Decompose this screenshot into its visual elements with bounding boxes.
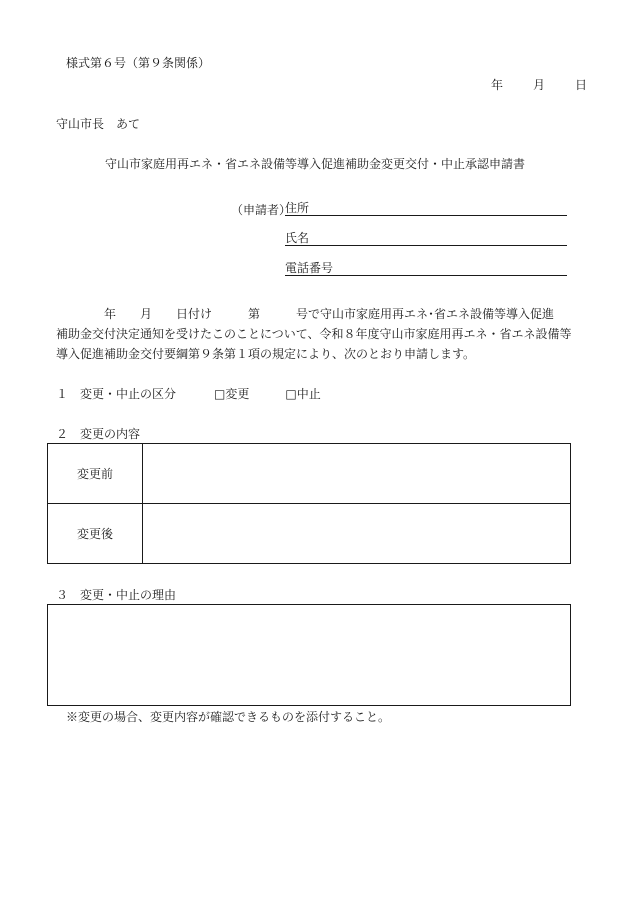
body-line-1: 年 月 日付け 第 号で守山市家庭用再エネ･省エネ設備等導入促進: [56, 307, 555, 321]
change-content-table: [47, 443, 571, 564]
before-change-label: 変更前: [48, 444, 143, 504]
phone-field[interactable]: [285, 262, 567, 276]
section-change-type: [56, 388, 321, 400]
after-change-field[interactable]: [143, 504, 571, 564]
checkbox-cancel[interactable]: □中止: [285, 387, 321, 401]
date-day-label: 日: [575, 78, 588, 92]
name-field[interactable]: [285, 232, 567, 246]
phone-label: 電話番号: [285, 261, 334, 275]
after-change-label: 変更後: [48, 504, 143, 564]
application-body-text: [56, 304, 580, 364]
section-2-label: ２ 変更の内容: [56, 427, 141, 441]
section-3-label: ３ 変更・中止の理由: [56, 588, 177, 602]
reason-field[interactable]: [47, 604, 571, 706]
address-label: 住所: [285, 201, 310, 215]
body-line-2: 補助金交付決定通知を受けたこのことについて、令和８年度守山市家庭用再エネ・省エネ設備等: [56, 327, 572, 341]
name-label: 氏名: [285, 231, 310, 245]
addressee: 守山市長 あて: [56, 117, 141, 131]
address-field[interactable]: [285, 202, 567, 216]
applicant-label: （申請者）: [231, 203, 292, 217]
date-month-label: 月: [533, 78, 546, 92]
date-line: [491, 79, 587, 91]
body-line-3: 導入促進補助金交付要綱第９条第１項の規定により、次のとおり申請します。: [56, 347, 476, 361]
date-year-label: 年: [491, 78, 504, 92]
form-number: 様式第６号（第９条関係）: [66, 56, 211, 70]
attachment-note: ※変更の場合、変更内容が確認できるものを添付すること。: [66, 710, 391, 724]
table-row: [48, 444, 571, 504]
table-row: [48, 504, 571, 564]
document-title: 守山市家庭用再エネ・省エネ設備等導入促進補助金変更交付・中止承認申請書: [104, 157, 525, 171]
checkbox-change[interactable]: □変更: [214, 387, 250, 401]
before-change-field[interactable]: [143, 444, 571, 504]
section-1-label: １ 変更・中止の区分: [56, 387, 177, 401]
